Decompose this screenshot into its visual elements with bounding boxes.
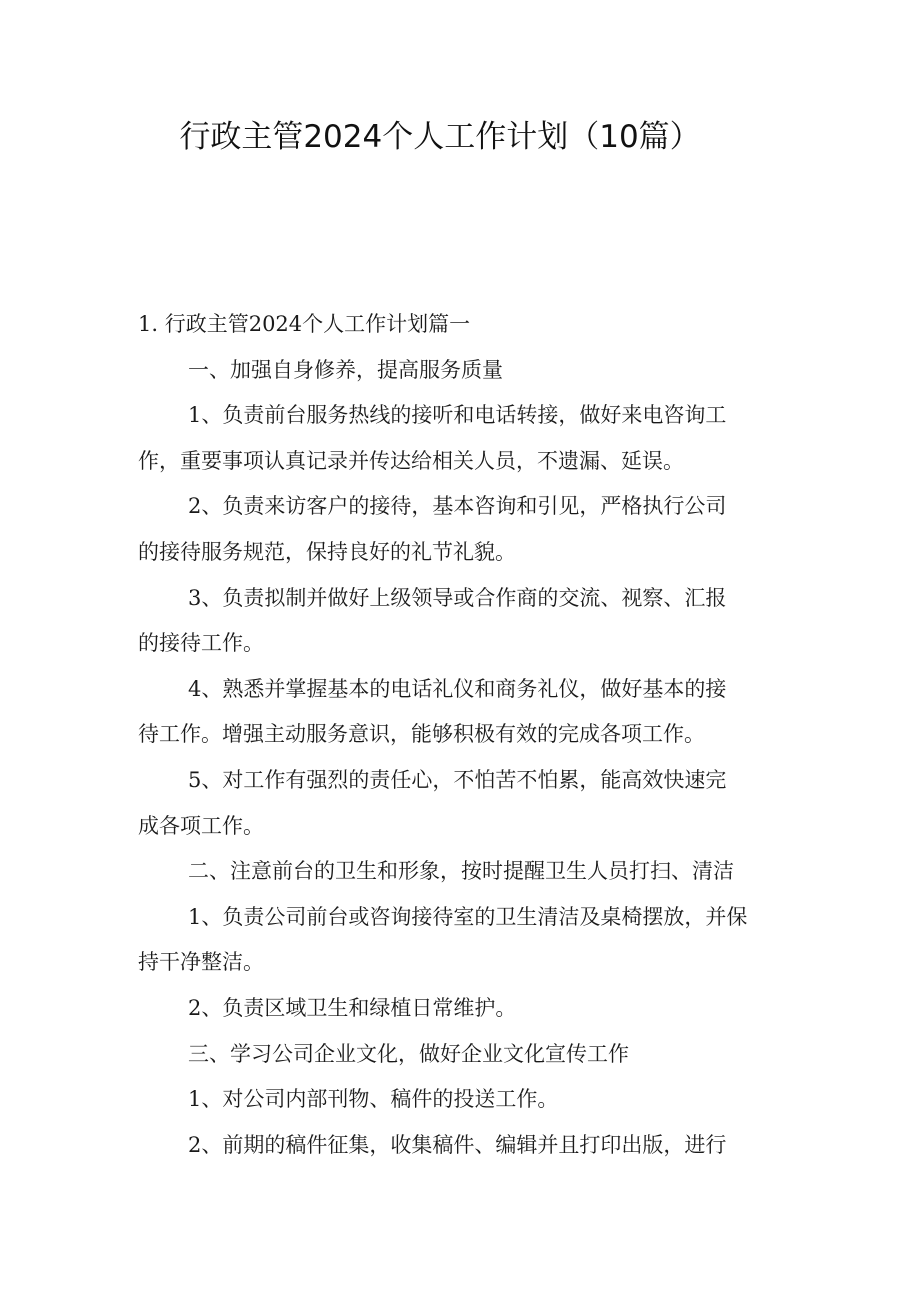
paragraph-line: 2、负责来访客户的接待，基本咨询和引见，严格执行公司 [188,494,727,519]
paragraph-line: 持干净整洁。 [138,950,264,975]
paragraph-line: 成各项工作。 [138,813,264,838]
subsection-heading: 二、注意前台的卫生和形象，按时提醒卫生人员打扫、清洁 [188,859,734,884]
document-body [138,302,788,1168]
paragraph-line: 1、对公司内部刊物、稿件的投送工作。 [188,1087,559,1112]
paragraph-line: 5、对工作有强烈的责任心，不怕苦不怕累，能高效快速完 [188,767,727,792]
paragraph-line: 1、负责公司前台或咨询接待室的卫生清洁及桌椅摆放，并保 [188,904,748,929]
subsection-heading: 三、学习公司企业文化，做好企业文化宣传工作 [188,1041,629,1066]
section-heading: 1. 行政主管2024个人工作计划篇一 [138,312,471,336]
paragraph-line: 的接待服务规范，保持良好的礼节礼貌。 [138,539,516,564]
paragraph-line: 的接待工作。 [138,631,264,656]
paragraph-line: 3、负责拟制并做好上级领导或合作商的交流、视察、汇报 [188,585,727,610]
paragraph-line: 4、熟悉并掌握基本的电话礼仪和商务礼仪，做好基本的接 [188,676,727,701]
paragraph-line: 1、负责前台服务热线的接听和电话转接，做好来电咨询工 [188,403,727,428]
subsection-heading: 一、加强自身修养，提高服务质量 [188,357,503,382]
document-title: 行政主管2024个人工作计划（10篇） [179,119,701,155]
paragraph-line: 待工作。增强主动服务意识，能够积极有效的完成各项工作。 [138,722,705,747]
paragraph-line: 作，重要事项认真记录并传达给相关人员，不遗漏、延误。 [138,448,684,473]
paragraph-line: 2、负责区域卫生和绿植日常维护。 [188,995,517,1020]
paragraph-line: 2、前期的稿件征集，收集稿件、编辑并且打印出版，进行 [188,1132,727,1157]
